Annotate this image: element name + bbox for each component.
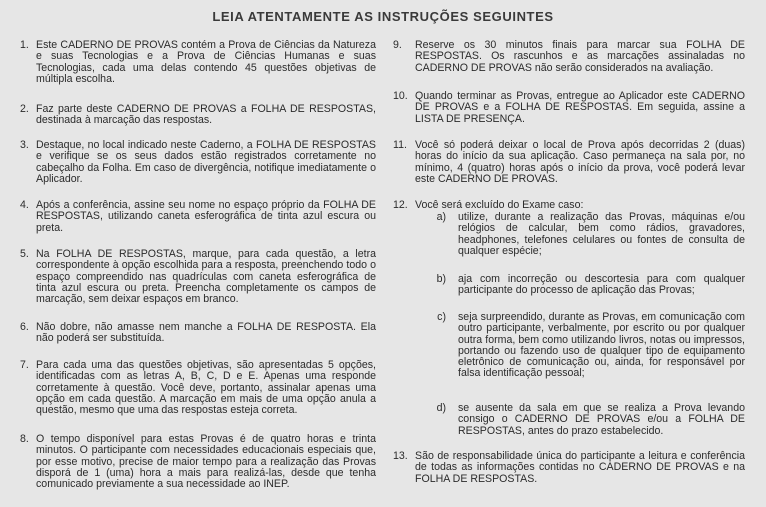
- item-text: Este CADERNO DE PROVAS contém a Prova de Ciências da Natureza e suas Tecnologias e a Prova de Ciências Humanas e suas Tecnologias, cada uma delas contendo 45 questões objetivas de múltipla escolha.: [36, 39, 376, 85]
- instruction-item-5: [20, 249, 376, 305]
- item-number: 13.: [393, 450, 408, 462]
- instruction-item-9: [393, 40, 745, 74]
- exclusion-item-c: [415, 312, 745, 380]
- item-number: 3.: [20, 139, 29, 151]
- item-text: São de responsabilidade única do participante a leitura e conferência de todas as informações contidas no CADERNO DE PROVAS e na FOLHA DE RESPOSTAS.: [415, 450, 745, 485]
- instruction-item-2: [20, 104, 376, 127]
- sub-item-letter: c): [437, 311, 446, 323]
- item-number: 2.: [20, 103, 29, 115]
- sub-item-letter: b): [436, 273, 446, 285]
- item-text: Não dobre, não amasse nem manche a FOLHA DE RESPOSTA. Ela não poderá ser substituída.: [36, 321, 376, 345]
- item-number: 12.: [393, 199, 408, 211]
- instruction-item-13: [393, 451, 745, 485]
- item-number: 4.: [20, 199, 29, 211]
- item-number: 1.: [20, 39, 29, 51]
- item-number: 11.: [393, 139, 407, 151]
- item-number: 6.: [20, 321, 29, 333]
- item-text: Você só poderá deixar o local de Prova após decorridas 2 (duas) horas do início da sua aplicação. Caso permaneça na sala por, no mínimo, 4 (quatro) horas após o início da prova, você poderá levar este CADERNO DE PROVAS.: [415, 139, 745, 185]
- item-text: Destaque, no local indicado neste Caderno, a FOLHA DE RESPOSTAS e verifique se os seus dados estão registrados corretamente no cabeçalho da Folha. Em caso de divergência, notifique imediatamente o Aplicador.: [36, 139, 376, 185]
- item-text: Reserve os 30 minutos finais para marcar sua FOLHA DE RESPOSTAS. Os rascunhos e as marcações assinaladas no CADERNO DE PROVAS não serão considerados na avaliação.: [415, 39, 745, 74]
- sub-item-text: aja com incorreção ou descortesia para com qualquer participante do processo de aplicação das Provas;: [458, 273, 745, 297]
- item-number: 8.: [20, 433, 29, 445]
- instruction-item-1: [20, 40, 376, 85]
- instruction-item-8: [20, 434, 376, 490]
- item-number: 5.: [20, 248, 29, 260]
- item-text: Faz parte deste CADERNO DE PROVAS a FOLHA DE RESPOSTAS, destinada à marcação das respostas.: [36, 103, 376, 127]
- item-number: 7.: [20, 359, 29, 371]
- instruction-item-4: [20, 200, 376, 234]
- sub-item-letter: a): [436, 211, 446, 223]
- sub-item-letter: d): [436, 402, 446, 414]
- item-text: Para cada uma das questões objetivas, são apresentadas 5 opções, identificadas com as letras A, B, C, D e E. Apenas uma responde corretamente à questão. Você deve, portanto, assinalar apenas uma opção em cada questão. A marcação em mais de uma opção anula a questão, mesmo que uma das respostas esteja correta.: [36, 359, 376, 417]
- exclusion-item-a: [415, 212, 745, 257]
- instruction-item-11: [393, 140, 745, 185]
- item-text: Na FOLHA DE RESPOSTAS, marque, para cada questão, a letra correspondente à opção escolhida para a resposta, preenchendo todo o espaço compreendido nas quadrículas com caneta esferográfica de tinta azul escura ou preta. Preencha completamente os campos de marcação, sem deixar espaços em branco.: [36, 248, 376, 306]
- page-title: LEIA ATENTAMENTE AS INSTRUÇÕES SEGUINTES: [212, 9, 554, 24]
- item-text: O tempo disponível para estas Provas é de quatro horas e trinta minutos. O participante com necessidades educacionais especiais que, por esse motivo, precise de maior tempo para a realização das Provas disporá de 1 (uma) hora a mais para realizá-las, desde que tenha comunicado previamente a sua necessidade ao INEP.: [36, 433, 376, 491]
- sub-item-text: seja surpreendido, durante as Provas, em comunicação com outro participante, verbalmente, por escrito ou por qualquer outra forma, bem como utilizando livros, notas ou impressos, portando ou fazendo uso de qualquer tipo de equipamento eletrônico de comunicação ou, ainda, for responsável por falsa identificação pessoal;: [458, 311, 745, 380]
- instruction-item-12: [393, 200, 745, 211]
- instruction-item-10: [393, 91, 745, 125]
- exclusion-item-b: [415, 274, 745, 297]
- exclusion-item-d: [415, 403, 745, 437]
- instruction-item-3: [20, 140, 376, 185]
- sub-item-text: se ausente da sala em que se realiza a Prova levando consigo o CADERNO DE PROVAS e/ou a FOLHA DE RESPOSTAS, antes do prazo estabelecido.: [458, 402, 745, 437]
- sub-item-text: utilize, durante a realização das Provas, máquinas e/ou relógios de calcular, bem como rádios, gravadores, headphones, telefones celulares ou fontes de consulta de qualquer espécie;: [458, 211, 745, 257]
- item-text: Você será excluído do Exame caso:: [415, 199, 584, 211]
- instruction-item-6: [20, 322, 376, 345]
- item-number: 10.: [393, 90, 408, 102]
- item-text: Quando terminar as Provas, entregue ao Aplicador este CADERNO DE PROVAS e a FOLHA DE RESPOSTAS. Em seguida, assine a LISTA DE PRESENÇA.: [415, 90, 745, 125]
- item-number: 9.: [393, 39, 402, 51]
- item-text: Após a conferência, assine seu nome no espaço próprio da FOLHA DE RESPOSTAS, utilizando caneta esferográfica de tinta azul escura ou preta.: [36, 199, 376, 234]
- instruction-item-7: [20, 360, 376, 416]
